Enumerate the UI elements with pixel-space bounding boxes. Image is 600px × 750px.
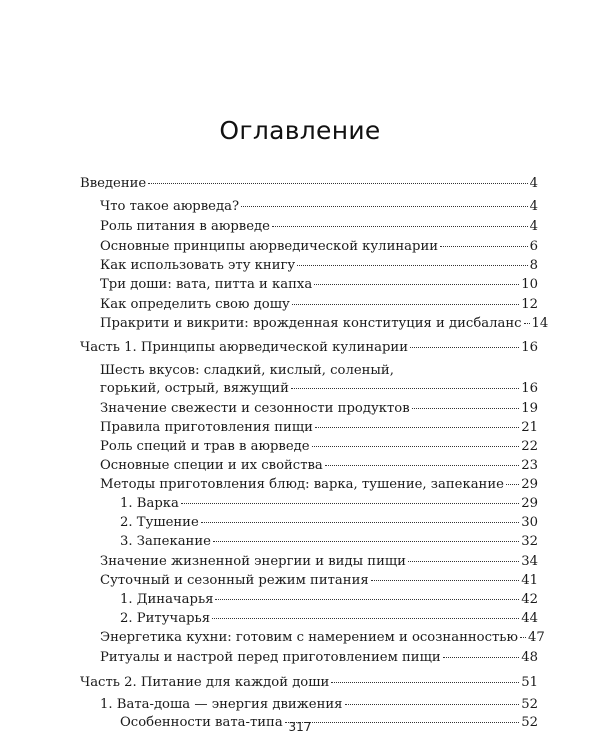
- page-number: 317: [288, 720, 312, 734]
- toc-entry-label: Часть 1. Принципы аюрведической кулинарии: [80, 340, 408, 355]
- toc-entry-page: 19: [521, 401, 538, 416]
- dot-leader: [201, 522, 519, 523]
- toc-entry: [100, 438, 538, 456]
- toc-entry-label: Значение жизненной энергии и виды пищи: [100, 554, 406, 569]
- toc-entry-page: 16: [521, 381, 538, 396]
- toc-entry: [100, 276, 538, 294]
- toc-entry: [100, 649, 538, 667]
- toc-entry-label: Три доши: вата, питта и капха: [100, 277, 313, 292]
- dot-leader: [212, 618, 519, 619]
- toc-entry: [120, 591, 538, 609]
- dot-leader: [315, 427, 519, 428]
- dot-leader: [314, 284, 519, 285]
- dot-leader: [181, 503, 519, 504]
- toc-entry: [100, 629, 545, 647]
- toc-entry-page: 23: [521, 458, 538, 473]
- toc-entry: [100, 457, 538, 475]
- toc-entry-page: 51: [521, 675, 538, 690]
- toc-entry-page: 48: [521, 650, 538, 665]
- dot-leader: [440, 246, 528, 247]
- toc-entry: [80, 674, 538, 692]
- toc-entry-page: 16: [521, 340, 538, 355]
- toc-entry-page: 21: [521, 420, 538, 435]
- toc-entry: [120, 533, 538, 551]
- toc-entry-label: 1. Варка: [120, 496, 179, 511]
- dot-leader: [331, 682, 519, 683]
- dot-leader: [297, 265, 527, 266]
- toc-entry-page: 44: [521, 611, 538, 626]
- dot-leader: [291, 388, 519, 389]
- dot-leader: [241, 206, 528, 207]
- toc-entry-page: 41: [521, 573, 538, 588]
- toc-entry: [100, 296, 538, 314]
- toc-entry-label: Ритуалы и настрой перед приготовлением пищи: [100, 650, 441, 665]
- toc-entry: [100, 198, 538, 216]
- dot-leader: [408, 561, 519, 562]
- toc-entry-label: 1. Диначарья: [120, 592, 214, 607]
- toc-entry-label: Значение свежести и сезонности продуктов: [100, 401, 410, 416]
- toc-entry: [100, 380, 538, 398]
- toc-entry-label: Роль специй и трав в аюрведе: [100, 439, 310, 454]
- toc-entry-label: Правила приготовления пищи: [100, 420, 313, 435]
- dot-leader: [325, 465, 519, 466]
- dot-leader: [410, 347, 519, 348]
- toc-entry-page: 32: [521, 534, 538, 549]
- toc-entry: [100, 553, 538, 571]
- toc-entry: [80, 175, 538, 193]
- toc-entry-label: Особенности вата-типа: [120, 715, 283, 730]
- toc-entry-label: горький, острый, вяжущий: [100, 381, 289, 396]
- dot-leader: [345, 704, 520, 705]
- toc-entry-label: Пракрити и викрити: врожденная конституция и дисбаланс: [100, 316, 522, 331]
- dot-leader: [520, 637, 526, 638]
- dot-leader: [506, 484, 519, 485]
- toc-entry-page: 22: [521, 439, 538, 454]
- page-title: Оглавление: [219, 116, 381, 145]
- toc-entry-page: 29: [521, 477, 538, 492]
- toc-entry: [120, 514, 538, 532]
- toc-entry-page: 4: [529, 219, 538, 234]
- toc-entry-page: 6: [529, 239, 538, 254]
- toc-entry: [100, 315, 549, 333]
- toc-entry-page: 14: [531, 316, 549, 331]
- toc-entry: [100, 218, 538, 236]
- dot-leader: [215, 599, 519, 600]
- toc-entry-label: Что такое аюрведа?: [100, 199, 240, 214]
- toc-entry-label: 2. Ритучарья: [120, 611, 211, 626]
- toc-entry-label: Часть 2. Питание для каждой доши: [80, 675, 330, 690]
- toc-entry-label: Как использовать эту книгу: [100, 258, 296, 273]
- dot-leader: [371, 580, 520, 581]
- toc-entry-page: 34: [521, 554, 538, 569]
- toc-entry-label: Шесть вкусов: сладкий, кислый, соленый,: [100, 363, 394, 378]
- dot-leader: [443, 657, 520, 658]
- toc-entry: [80, 339, 538, 357]
- toc-entry: [120, 495, 538, 513]
- toc-entry-label: Введение: [80, 176, 147, 191]
- toc-entry: [100, 400, 538, 418]
- toc-entry-page: 30: [521, 515, 538, 530]
- toc-entry: [100, 257, 538, 275]
- dot-leader: [272, 226, 528, 227]
- toc-entry-page: 8: [529, 258, 538, 273]
- toc-entry: [100, 476, 538, 494]
- toc-entry: [100, 419, 538, 437]
- dot-leader: [412, 408, 520, 409]
- toc-entry: [120, 610, 538, 628]
- toc-entry-page: 42: [521, 592, 538, 607]
- toc-entry-label: Основные принципы аюрведической кулинарии: [100, 239, 439, 254]
- toc-entry-page: 12: [521, 297, 538, 312]
- toc-entry-label: Суточный и сезонный режим питания: [100, 573, 369, 588]
- dot-leader: [524, 323, 530, 324]
- toc-entry-page: 10: [521, 277, 538, 292]
- toc-entry-page: 4: [529, 199, 538, 214]
- dot-leader: [292, 304, 519, 305]
- toc-entry-label: Энергетика кухни: готовим с намерением и осознанностью: [100, 630, 518, 645]
- toc-entry-page: 4: [529, 176, 538, 191]
- toc-entry-label: Методы приготовления блюд: варка, тушение, запекание: [100, 477, 504, 492]
- toc-entry-label: 3. Запекание: [120, 534, 211, 549]
- toc-entry-label: Как определить свою дошу: [100, 297, 290, 312]
- toc-entry: [100, 572, 538, 590]
- toc-entry: [100, 696, 538, 714]
- toc-entry-label: 1. Вата-доша — энергия движения: [100, 697, 343, 712]
- dot-leader: [148, 183, 527, 184]
- toc-entry-page: 52: [521, 697, 538, 712]
- toc-entry-page: 29: [521, 496, 538, 511]
- toc-entry-page: 47: [527, 630, 545, 645]
- toc-entry-label: Основные специи и их свойства: [100, 458, 323, 473]
- dot-leader: [312, 446, 520, 447]
- toc-entry-label: Роль питания в аюрведе: [100, 219, 270, 234]
- toc-entry-page: 52: [521, 715, 538, 730]
- toc-entry-label: 2. Тушение: [120, 515, 199, 530]
- toc-entry: [100, 238, 538, 256]
- dot-leader: [213, 541, 519, 542]
